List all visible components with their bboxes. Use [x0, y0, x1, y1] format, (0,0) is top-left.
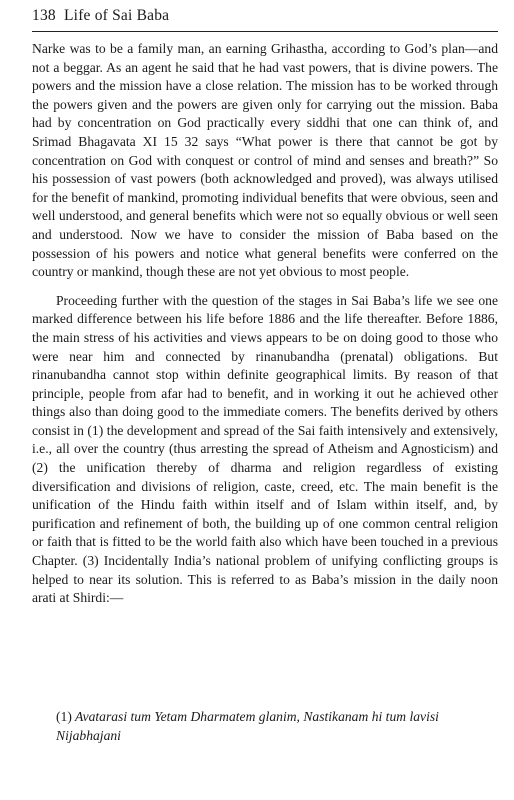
header-rule	[32, 31, 498, 32]
verse-number: (1)	[56, 709, 72, 724]
page-header	[32, 7, 169, 25]
running-title: Life of Sai Baba	[64, 7, 170, 24]
verse-quote	[32, 708, 498, 745]
paragraph-2: Proceeding further with the question of the stages in Sai Baba’s life we see one marked difference between his life before 1886 and the life thereafter. Before 1886, the main stress of his activities and views appears to be on doing good to those who were near him and connected by rinanubandha (prenatal) obligations. But rinanubandha cannot stop within definite geographical limits. By reason of that principle, people from afar had to benefit, and in working it out he achieved other things also than doing good to the immediate comers. The benefits derived by others consist in (1) the development and spread of the Sai faith intensively and extensively, i.e., all over the country (thus arresting the spread of Atheism and Agnosticism) and (2) the unification thereby of dharma and religion regardless of existing diversification and divisions of religion, caste, creed, etc. The main benefit is the unification of the Hindu faith within itself and of Islam within itself, and, by purification and refinement of both, the building up of one common central religion or faith that is fitted to be the world faith also which have been touched in a previous Chapter. (3) Incidentally India’s national problem of unifying conflicting groups is helped to near its solution. This is referred to as Baba’s mission in the daily noon arati at Shirdi:—	[32, 292, 498, 606]
verse-text: Avatarasi tum Yetam Dharmatem glanim, Nastikanam hi tum lavisi Nijabhajani	[56, 709, 439, 743]
page-number: 138	[32, 7, 56, 24]
paragraph-1: Narke was to be a family man, an earning Grihastha, according to God’s plan—and not a beggar. As an agent he said that he had vast powers, that is divine powers. The powers and the mission have a close relation. The mission has to be worked through the powers given and the powers are given only for carrying out the mission. Baba had by concentration on God practically every siddhi that one can think of, and Srimad Bhagavata XI 15 32 says “What power is there that cannot be got by concentration on God with conquest or control of mind and senses and breath?” So his possession of vast powers (both acknowledged and proved), was always utilised for the benefit of mankind, promoting individual benefits that were obvious, seen and well understood, and general benefits which were not so equally obvious or well seen and understood. Now we have to consider the mission of Baba based on the possession of his powers and notice what general benefits were conferred on the country or mankind, though these are not yet obvious to most people.	[32, 41, 498, 280]
body-text	[32, 40, 498, 608]
